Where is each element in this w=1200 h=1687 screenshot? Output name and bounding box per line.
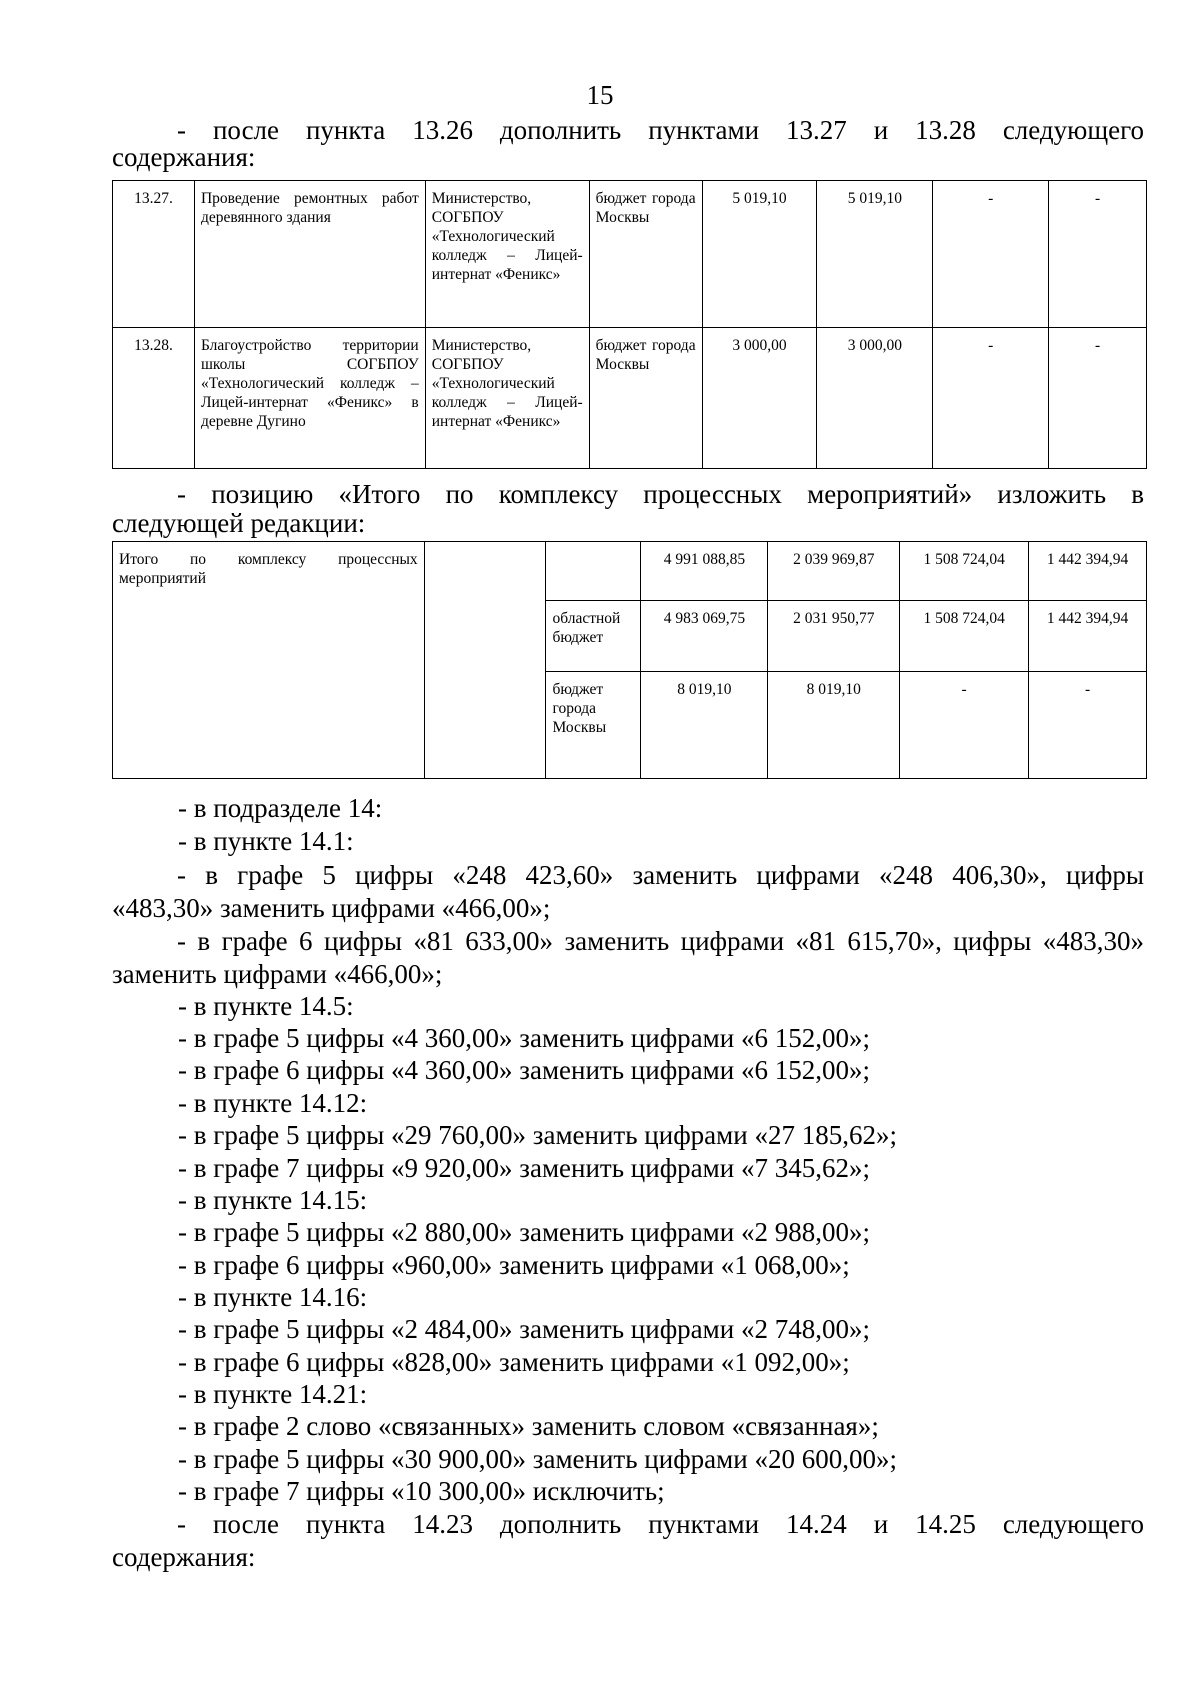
item-value-year3: - [1049, 181, 1147, 328]
text-line: - в пункте 14.15: [178, 1185, 368, 1215]
text-line: - в графе 5 цифры «4 360,00» заменить цифрами «6 152,00»; [178, 1023, 870, 1053]
total-value-year1: 2 039 969,87 [768, 542, 900, 601]
total-value-year3: 1 442 394,94 [1029, 542, 1147, 601]
text-line: - в пункте 14.12: [178, 1088, 368, 1118]
text-line: - в графе 6 цифры «4 360,00» заменить цифрами «6 152,00»; [178, 1055, 870, 1085]
table-row [113, 328, 1147, 469]
intro-paragraph-2-line: - позицию «Итого по комплексу процессных мероприятий» изложить в [177, 479, 1144, 509]
text-line: - в графе 5 цифры «30 900,00» заменить цифрами «20 600,00»; [178, 1444, 897, 1474]
total-value-year2: 1 508 724,04 [900, 601, 1029, 672]
total-label: Итого по комплексу процессных мероприятий [113, 542, 425, 779]
text-line: - в графе 6 цифры «81 633,00» заменить цифрами «81 615,70», цифры «483,30» [177, 926, 1144, 956]
text-line: - в графе 7 цифры «10 300,00» исключить; [178, 1476, 665, 1506]
item-value-year2: - [933, 328, 1049, 469]
text-line: - в пункте 14.1: [178, 826, 354, 856]
total-value-year3: - [1029, 672, 1147, 779]
text-line: содержания: [112, 1542, 256, 1572]
total-value-total: 4 983 069,75 [641, 601, 768, 672]
total-funding-source: бюджет города Москвы [546, 672, 641, 779]
intro-paragraph-1-line: - после пункта 13.26 дополнить пунктами 13.27 и 13.28 следующего [177, 115, 1144, 145]
total-value-year1: 8 019,10 [768, 672, 900, 779]
table-row [113, 542, 1147, 601]
item-value-year2: - [933, 181, 1049, 328]
text-line: - в пункте 14.5: [178, 991, 354, 1021]
intro-paragraph-2-continuation: следующей редакции: [112, 508, 366, 538]
text-line: - в графе 2 слово «связанных» заменить словом «связанная»; [178, 1411, 879, 1441]
total-executor-cell [424, 542, 546, 779]
text-line: «483,30» заменить цифрами «466,00»; [112, 893, 551, 923]
item-name: Благоустройство территории школы СОГБПОУ «Технологический колледж – Лицей-интернат «Феникс» в деревне Дугино [194, 328, 425, 469]
item-number: 13.28. [113, 328, 195, 469]
total-value-year1: 2 031 950,77 [768, 601, 900, 672]
text-line: - в графе 6 цифры «960,00» заменить цифрами «1 068,00»; [178, 1250, 850, 1280]
text-line: - в пункте 14.21: [178, 1379, 368, 1409]
text-line: - в пункте 14.16: [178, 1282, 368, 1312]
item-executor: Министерство, СОГБПОУ «Технологический колледж – Лицей-интернат «Феникс» [425, 181, 589, 328]
total-value-year2: 1 508 724,04 [900, 542, 1029, 601]
item-funding-source: бюджет города Москвы [589, 328, 702, 469]
text-line: - в графе 5 цифры «248 423,60» заменить цифрами «248 406,30», цифры [177, 860, 1144, 890]
item-value-year1: 3 000,00 [817, 328, 933, 469]
text-line: - в графе 5 цифры «2 880,00» заменить цифрами «2 988,00»; [178, 1217, 870, 1247]
total-funding-source: областной бюджет [546, 601, 641, 672]
intro-paragraph-1-continuation: содержания: [112, 142, 256, 172]
item-name: Проведение ремонтных работ деревянного здания [194, 181, 425, 328]
item-executor: Министерство, СОГБПОУ «Технологический колледж – Лицей-интернат «Феникс» [425, 328, 589, 469]
item-value-total: 3 000,00 [702, 328, 817, 469]
item-value-year3: - [1049, 328, 1147, 469]
text-line: - в подразделе 14: [178, 793, 383, 823]
text-line: - после пункта 14.23 дополнить пунктами 14.24 и 14.25 следующего [177, 1509, 1144, 1539]
items-table [112, 180, 1147, 469]
item-value-total: 5 019,10 [702, 181, 817, 328]
total-funding-source [546, 542, 641, 601]
item-value-year1: 5 019,10 [817, 181, 933, 328]
total-value-total: 4 991 088,85 [641, 542, 768, 601]
total-value-year2: - [900, 672, 1029, 779]
text-line: заменить цифрами «466,00»; [112, 959, 443, 989]
item-funding-source: бюджет города Москвы [589, 181, 702, 328]
page-number: 15 [586, 80, 614, 110]
text-line: - в графе 5 цифры «2 484,00» заменить цифрами «2 748,00»; [178, 1314, 870, 1344]
text-line: - в графе 6 цифры «828,00» заменить цифрами «1 092,00»; [178, 1347, 850, 1377]
text-line: - в графе 5 цифры «29 760,00» заменить цифрами «27 185,62»; [178, 1120, 897, 1150]
total-value-total: 8 019,10 [641, 672, 768, 779]
table-row [113, 181, 1147, 328]
item-number: 13.27. [113, 181, 195, 328]
total-value-year3: 1 442 394,94 [1029, 601, 1147, 672]
total-table [112, 541, 1147, 779]
text-line: - в графе 7 цифры «9 920,00» заменить цифрами «7 345,62»; [178, 1153, 870, 1183]
